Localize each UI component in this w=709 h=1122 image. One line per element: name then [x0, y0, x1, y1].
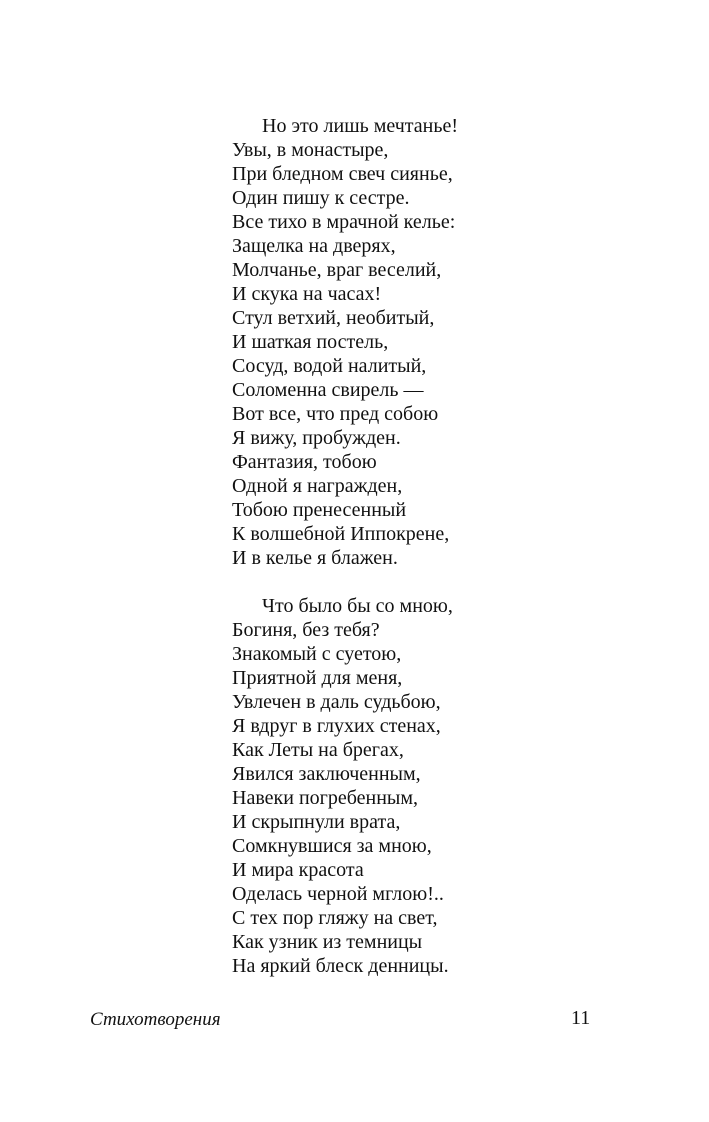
- poem-line: И скука на часах!: [232, 283, 382, 305]
- poem-line: Что было бы со мною,: [262, 595, 453, 617]
- stanza-2: [232, 594, 652, 978]
- stanza-1: [232, 114, 652, 570]
- poem-line: Как узник из темницы: [232, 931, 423, 953]
- poem-line: На яркий блеск денницы.: [232, 955, 449, 977]
- poem-line: Молчанье, враг веселий,: [232, 259, 442, 281]
- poem-line: Знакомый с суетою,: [232, 643, 402, 665]
- poem-line: Увы, в монастыре,: [232, 139, 389, 161]
- poem-line: Тобою пренесенный: [232, 499, 407, 521]
- page-number: 11: [571, 1007, 591, 1029]
- poem-line: Я вдруг в глухих стенах,: [232, 715, 441, 737]
- poem-line: Одной я награжден,: [232, 475, 403, 497]
- poem-line: Увлечен в даль судьбою,: [232, 691, 441, 713]
- poem-line: И скрыпнули врата,: [232, 811, 401, 833]
- poem-line: Но это лишь мечтанье!: [262, 115, 459, 137]
- poem-line: И мира красота: [232, 859, 364, 881]
- poem-line: С тех пор гляжу на свет,: [232, 907, 438, 929]
- poem-body: [232, 114, 652, 978]
- poem-line: Оделась черной мглою!..: [232, 883, 444, 905]
- poem-line: Все тихо в мрачной келье:: [232, 211, 456, 233]
- running-title: Стихотворения: [90, 1009, 221, 1030]
- poem-line: И шаткая постель,: [232, 331, 389, 353]
- poem-line: Приятной для меня,: [232, 667, 403, 689]
- poem-line: Один пишу к сестре.: [232, 187, 410, 209]
- poem-line: Я вижу, пробужден.: [232, 427, 401, 449]
- poem-line: Стул ветхий, необитый,: [232, 307, 435, 329]
- poem-line: Как Леты на брегах,: [232, 739, 404, 761]
- poem-line: При бледном свеч сиянье,: [232, 163, 453, 185]
- poem-line: Защелка на дверях,: [232, 235, 396, 257]
- poem-line: И в келье я блажен.: [232, 547, 398, 569]
- poem-line: Сомкнувшися за мною,: [232, 835, 432, 857]
- poem-line: Навеки погребенным,: [232, 787, 419, 809]
- poem-line: Богиня, без тебя?: [232, 619, 380, 641]
- poem-line: К волшебной Иппокрене,: [232, 523, 450, 545]
- poem-line: Вот все, что пред собою: [232, 403, 439, 425]
- poem-line: Фантазия, тобою: [232, 451, 377, 473]
- poem-line: Соломенна свирель —: [232, 379, 424, 401]
- poem-line: Явился заключенным,: [232, 763, 421, 785]
- poem-line: Сосуд, водой налитый,: [232, 355, 427, 377]
